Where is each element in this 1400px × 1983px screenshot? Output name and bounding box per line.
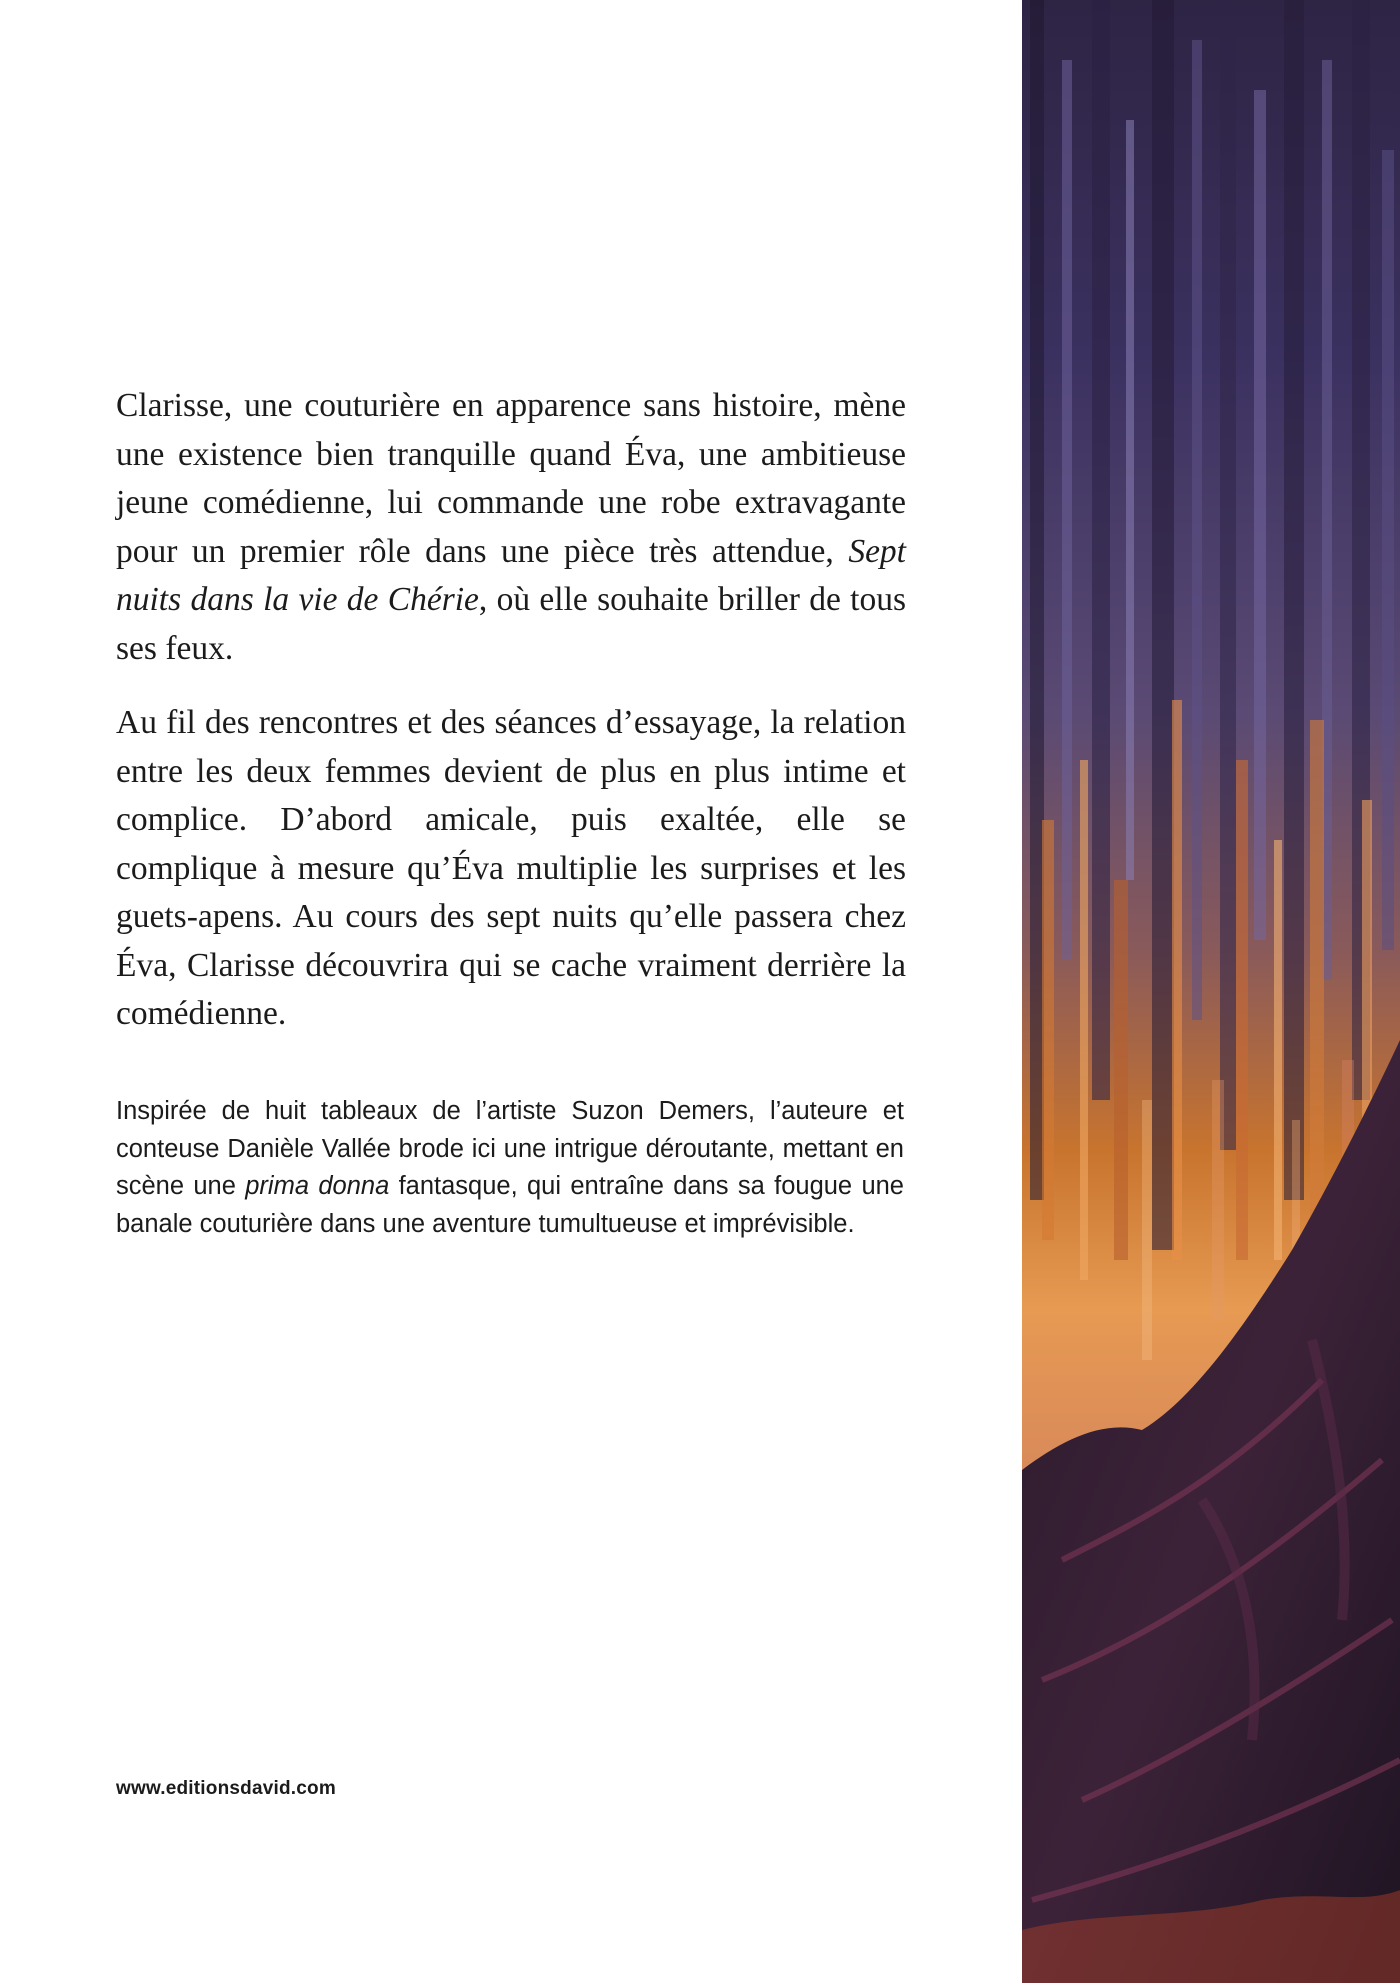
synopsis-paragraph-2: Au fil des rencontres et des séances d’essayage, la relation entre les deux femmes devient de plus en plus intime et complice. D’abord amicale, puis exaltée, elle se complique à mesure qu’Éva multiplie les surprises et les guets-apens. Au cours des sept nuits qu’elle passera chez Éva, Clarisse découvrira qui se cache vraiment derrière la comédienne. [116,704,906,1032]
author-blurb: Inspirée de huit tableaux de l’artiste Suzon Demers, l’auteure et conteuse Danièle Vallée brode ici une intrigue déroutante, mettant en scène une prima donna fantasque, qui entraîne dans sa fougue une banale couturière dans une aventure tumultueuse et imprévisible. [116,1097,904,1238]
publisher-website: www.editionsdavid.com [116,1778,336,1799]
prima-donna-italic: prima donna [245,1172,390,1200]
painting-illustration [1022,0,1400,1983]
cover-painting-strip [1022,0,1400,1983]
play-title: Sept nuits dans la vie de Chérie [116,532,906,618]
synopsis [116,382,906,1039]
synopsis-paragraph-1: Clarisse, une couturière en apparence sans histoire, mène une existence bien tranquille quand Éva, une ambitieuse jeune comédienne, lui commande une robe extravagante pour un premier rôle dans une pièce très attendue, Sept nuits dans la vie de Chérie, où elle souhaite briller de tous ses feux. [116,387,906,667]
